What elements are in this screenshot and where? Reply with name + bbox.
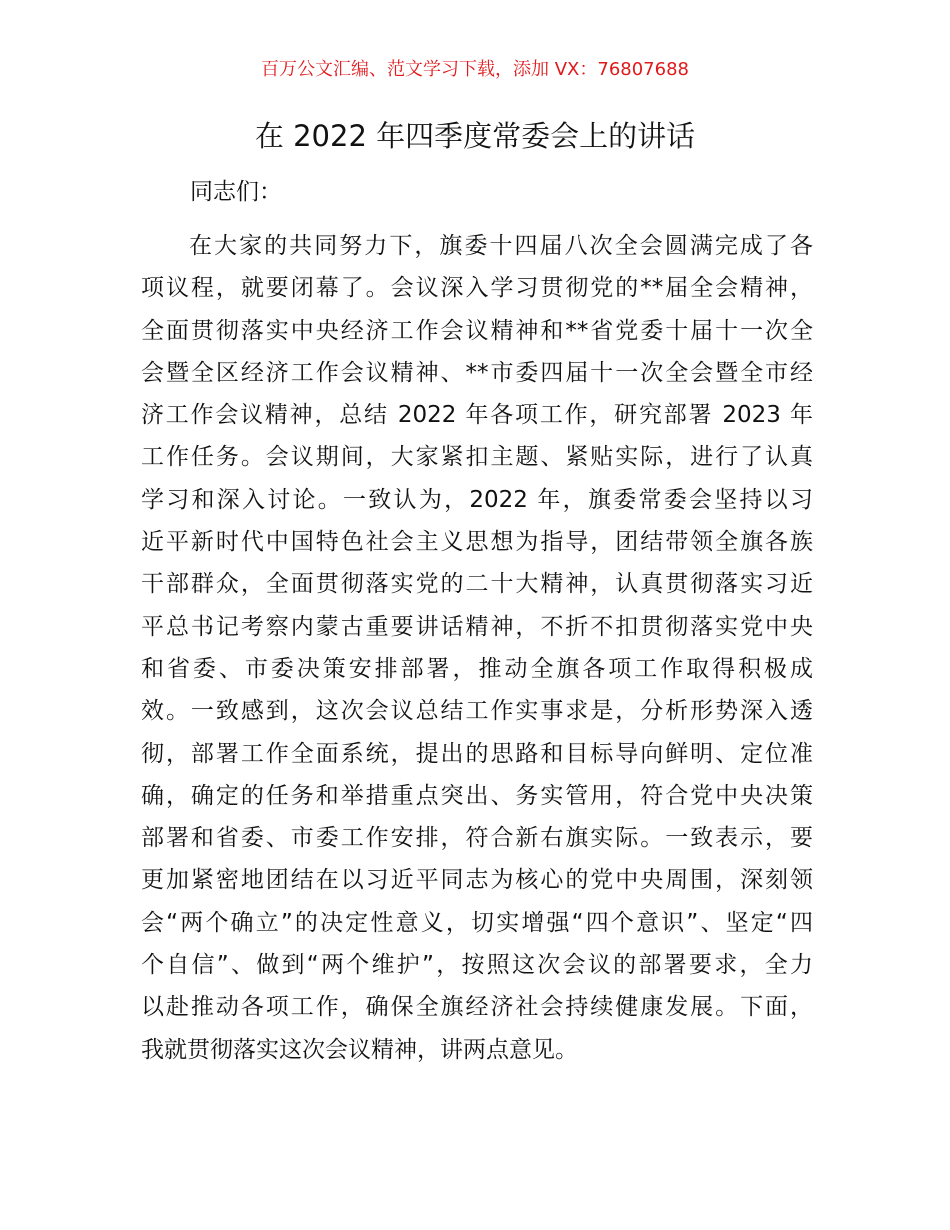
salutation: 同志们：: [190, 179, 282, 205]
paragraph-line: 学习和深入讨论。一致认为，2022 年，旗委常委会坚持以习: [141, 486, 813, 513]
body-paragraph: [141, 225, 813, 1071]
paragraph-line: 部署和省委、市委工作安排，符合新右旗实际。一致表示，要: [141, 825, 813, 852]
paragraph-line: 近平新时代中国特色社会主义思想为指导，团结带领全旗各族: [141, 529, 813, 556]
paragraph-line: 和省委、市委决策安排部署，推动全旗各项工作取得积极成: [141, 655, 813, 682]
paragraph-line: 确，确定的任务和举措重点突出、务实管用，符合党中央决策: [141, 782, 813, 809]
paragraph-line: 会“两个确立”的决定性意义，切实增强“四个意识”、坚定“四: [141, 909, 813, 936]
paragraph-line: 个自信”、做到“两个维护”，按照这次会议的部署要求，全力: [141, 952, 813, 979]
paragraph-line: 干部群众，全面贯彻落实党的二十大精神，认真贯彻落实习近: [141, 571, 813, 598]
paragraph-line: 工作任务。会议期间，大家紧扣主题、紧贴实际，进行了认真: [141, 444, 813, 471]
paragraph-line: 平总书记考察内蒙古重要讲话精神，不折不扣贯彻落实党中央: [141, 613, 813, 640]
paragraph-line: 全面贯彻落实中央经济工作会议精神和**省党委十届十一次全: [141, 317, 813, 344]
paragraph-line: 我就贯彻落实这次会议精神，讲两点意见。: [141, 1036, 578, 1063]
paragraph-line: 会暨全区经济工作会议精神、**市委四届十一次全会暨全市经: [141, 359, 813, 386]
paragraph-line: 效。一致感到，这次会议总结工作实事求是，分析形势深入透: [141, 698, 813, 725]
page-title: 在 2022 年四季度常委会上的讲话: [254, 119, 696, 153]
paragraph-line: 彻，部署工作全面系统，提出的思路和目标导向鲜明、定位准: [141, 740, 813, 767]
paragraph-line: 济工作会议精神，总结 2022 年各项工作，研究部署 2023 年: [141, 402, 813, 429]
paragraph-line: 更加紧密地团结在以习近平同志为核心的党中央周围，深刻领: [141, 867, 813, 894]
paragraph-line: 在大家的共同努力下，旗委十四届八次全会圆满完成了各: [189, 233, 813, 259]
paragraph-line: 以赴推动各项工作，确保全旗经济社会持续健康发展。下面，: [141, 994, 813, 1021]
paragraph-line: 项议程，就要闭幕了。会议深入学习贯彻党的**届全会精神，: [141, 275, 813, 302]
watermark-banner: 百万公文汇编、范文学习下载，添加 VX：76807688: [261, 59, 689, 80]
